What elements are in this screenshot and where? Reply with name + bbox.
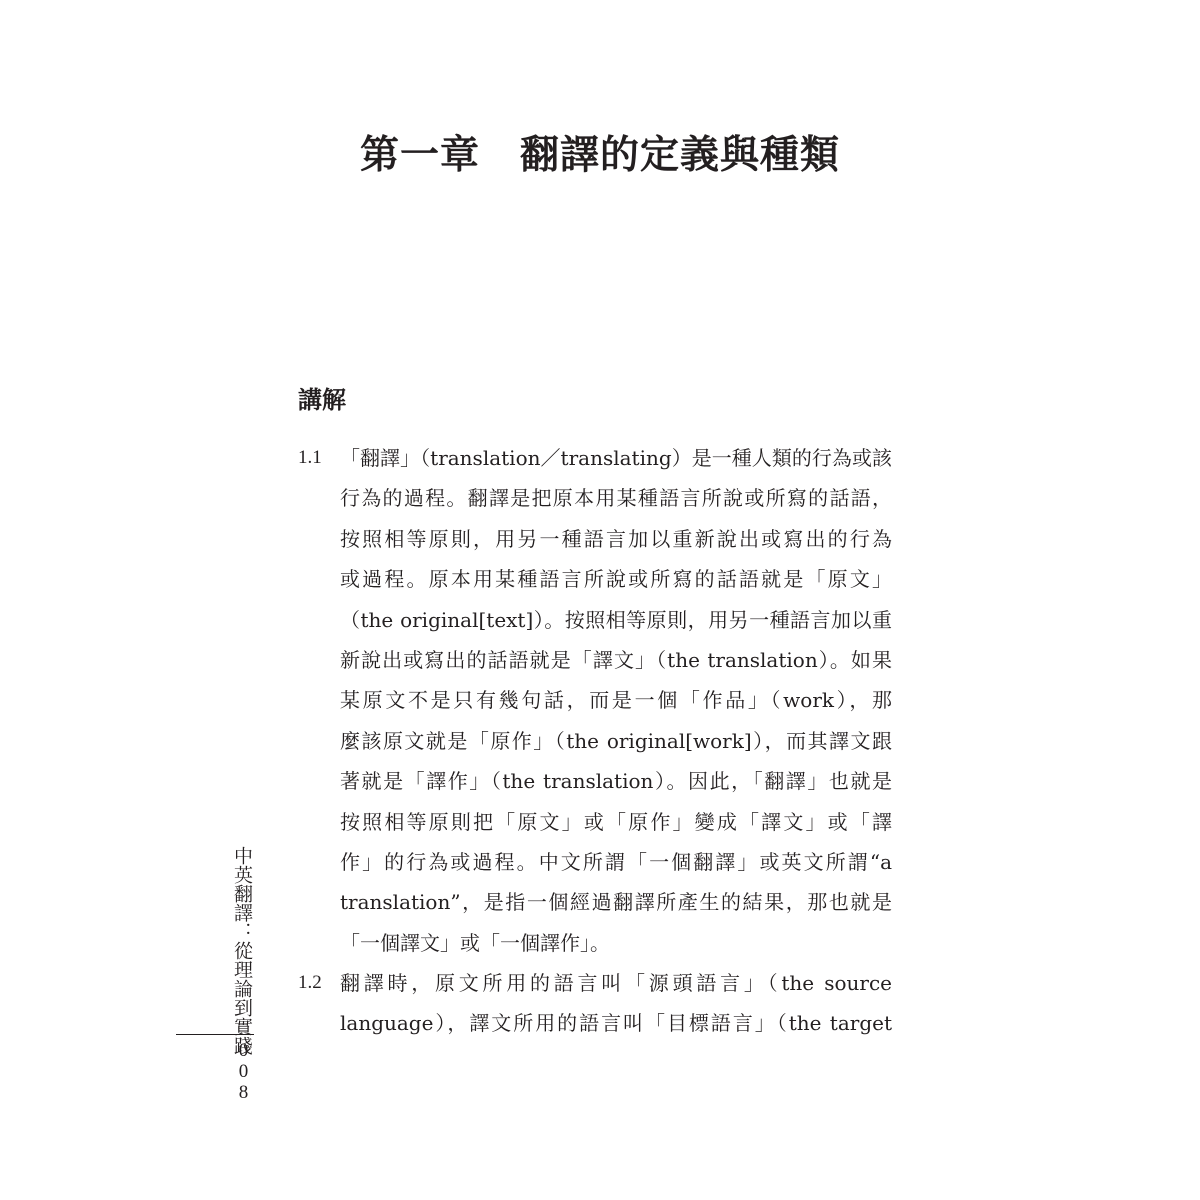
text-line: 行為的過程。翻譯是把原本用某種語言所說或所寫的話語， <box>340 486 892 511</box>
text-line: 按照相等原則把「原文」或「原作」變成「譯文」或「譯 <box>340 809 892 834</box>
text-line: （the original[text]）。按照相等原則，用另一種語言加以重 <box>340 607 892 632</box>
text-line: 或過程。原本用某種語言所說或所寫的話語就是「原文」 <box>340 567 892 592</box>
text-line: 按照相等原則，用另一種語言加以重新說出或寫出的行為 <box>340 526 892 551</box>
text-line: 著就是「譯作」（the translation）。因此，「翻譯」也就是 <box>340 769 892 794</box>
text-line: 新說出或寫出的話語就是「譯文」（the translation）。如果 <box>340 647 892 672</box>
page-number: 008 <box>233 1040 254 1103</box>
text-line: 作」的行為或過程。中文所謂「一個翻譯」或英文所謂“a <box>340 849 892 874</box>
spine-divider <box>176 1034 254 1035</box>
paragraph-text <box>340 963 892 1044</box>
text-line: 「翻譯」（translation／translating）是一種人類的行為或該 <box>340 446 892 470</box>
paragraph-number: 1.2 <box>298 972 322 993</box>
section-heading: 講解 <box>298 386 346 414</box>
paragraph-number: 1.1 <box>298 447 322 468</box>
chapter-title: 第一章 翻譯的定義與種類 <box>359 133 840 178</box>
text-line: 翻譯時，原文所用的語言叫「源頭語言」（the source <box>340 971 892 995</box>
paragraph-text <box>340 438 892 963</box>
text-line: 麼該原文就是「原作」（the original[work]），而其譯文跟 <box>340 728 892 753</box>
text-line: 「一個譯文」或「一個譯作」。 <box>340 930 610 955</box>
text-line: 某原文不是只有幾句話，而是一個「作品」（work），那 <box>340 688 892 713</box>
text-line: language），譯文所用的語言叫「目標語言」（the target <box>340 1011 892 1036</box>
text-line: translation”，是指一個經過翻譯所產生的結果，那也就是 <box>340 890 892 915</box>
running-book-title: 中英翻譯：從理論到實踐 <box>231 846 253 1055</box>
